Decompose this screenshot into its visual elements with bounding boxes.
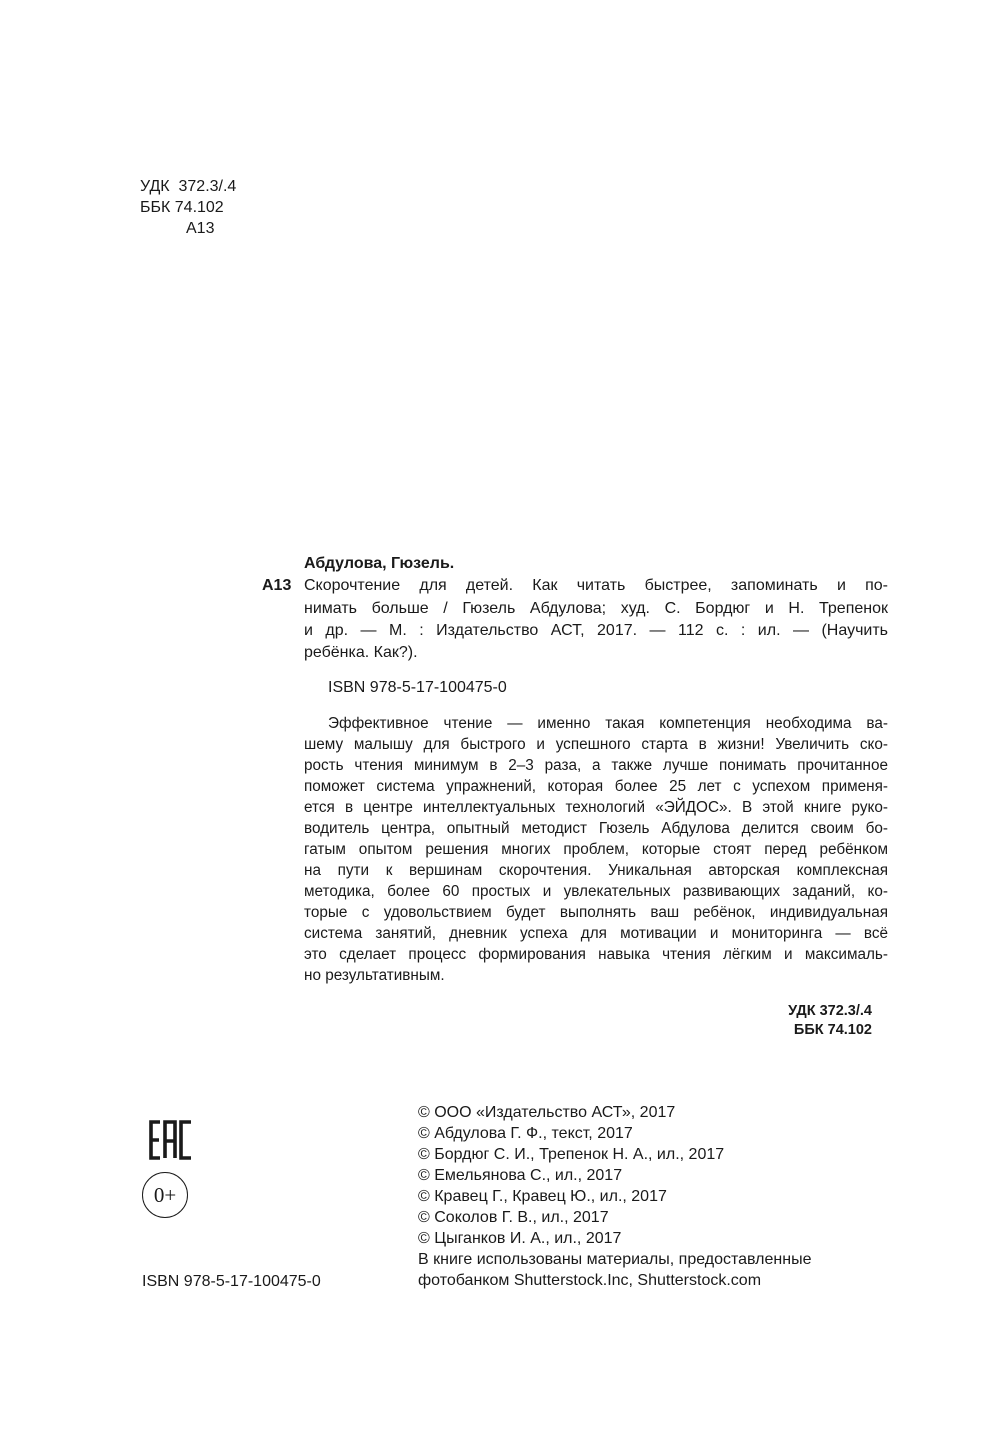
copyright-line: © Цыганков И. А., ил., 2017 (418, 1230, 622, 1247)
annotation-line: поможет система упражнений, которая более 25 лет с успехом применя- (304, 777, 888, 795)
entry-line: и др. — М. : Издательство АСТ, 2017. — 112 с. : ил. — (Научить (304, 621, 888, 639)
annotation-line: гатым опытом решения многих проблем, которые стоят перед ребёнком (304, 840, 888, 858)
annotation-line: рость чтения минимум в 2–3 раза, а также лучше понимать прочитанное (304, 756, 888, 774)
record-author-sign: А13 (262, 577, 292, 595)
annotation-line: это сделает процесс формирования навыка чтения лёгким и максималь- (304, 945, 888, 963)
copyright-line: © ООО «Издательство АСТ», 2017 (418, 1104, 676, 1121)
entry-line: ребёнка. Как?). (304, 644, 418, 662)
entry-line: Скорочтение для детей. Как читать быстрее, запоминать и по- (304, 577, 888, 595)
annotation-line: но результативным. (304, 966, 445, 984)
copyright-line: © Абдулова Г. Ф., текст, 2017 (418, 1125, 633, 1142)
udk-code: УДК 372.3/.4 (140, 178, 237, 195)
copyright-line: © Бордюг С. И., Трепенок Н. А., ил., 2017 (418, 1146, 725, 1163)
record-bbk: ББК 74.102 (793, 1021, 872, 1038)
copyright-line: фотобанком Shutterstock.Inc, Shutterstock.com (418, 1272, 762, 1289)
annotation-line: на пути к вершинам скорочтения. Уникальная авторская комплексная (304, 861, 888, 879)
annotation-line: Эффективное чтение — именно такая компетенция необходима ва- (328, 714, 888, 732)
annotation-line: водитель центра, опытный методист Гюзель Абдулова делится своим бо- (304, 819, 888, 837)
record-udk: УДК 372.3/.4 (788, 1002, 872, 1019)
annotation-line: система занятий, дневник успеха для мотивации и мониторинга — всё (304, 924, 888, 942)
age-rating-badge: 0+ (142, 1172, 188, 1218)
copyright-block (418, 1102, 811, 1291)
entry-line: нимать больше / Гюзель Абдулова; худ. С. Бордюг и Н. Трепенок (304, 599, 888, 617)
copyright-line: © Емельянова С., ил., 2017 (418, 1167, 623, 1184)
annotation-line: торые с удовольствием будет выполнять ваш ребёнок, индивидуальная (304, 903, 888, 921)
annotation-line: ется в центре интеллектуальных технологий «ЭЙДОС». В этой книге руко- (304, 798, 888, 816)
record-author: Абдулова, Гюзель. (304, 555, 455, 572)
bbk-code: ББК 74.102 (140, 199, 224, 216)
author-sign-code: А13 (186, 220, 215, 237)
record-entry (262, 575, 888, 664)
bibliographic-record (262, 553, 888, 1040)
copyright-line: © Кравец Г., Кравец Ю., ил., 2017 (418, 1188, 667, 1205)
copyright-line: В книге использованы материалы, предоставленные (418, 1251, 812, 1268)
classification-block (140, 176, 236, 239)
bottom-isbn: ISBN 978-5-17-100475-0 (142, 1273, 321, 1290)
record-isbn: ISBN 978-5-17-100475-0 (328, 679, 507, 697)
annotation-line: шему малышу для быстрого и успешного старта в жизни! Увеличить ско- (304, 735, 888, 753)
record-classification (262, 1002, 888, 1040)
record-annotation (262, 713, 888, 986)
copyright-line: © Соколов Г. В., ил., 2017 (418, 1209, 609, 1226)
eac-conformity-icon (149, 1120, 194, 1160)
annotation-line: методика, более 60 простых и увлекательных развивающих заданий, ко- (304, 882, 888, 900)
